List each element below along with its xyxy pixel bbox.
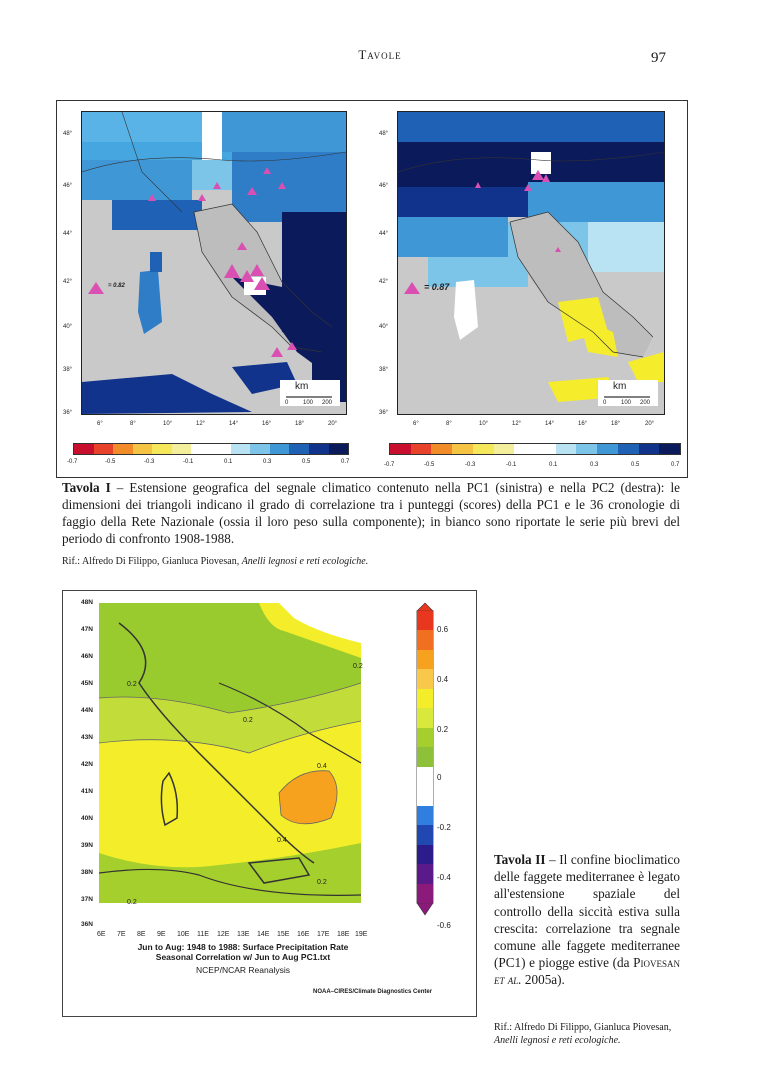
fig2-colorbar-label: 0.2 bbox=[437, 725, 449, 734]
contour-label: 0.2 bbox=[243, 717, 253, 724]
right-lat-40: 40° bbox=[379, 324, 389, 330]
left-map-graphic bbox=[82, 112, 346, 414]
colorbar-swatch bbox=[535, 444, 556, 454]
colorbar-right-label: 0.7 bbox=[671, 462, 680, 468]
right-legend-value: = 0.87 bbox=[424, 282, 450, 292]
caption-2-cite-etal: et al. bbox=[494, 972, 522, 988]
caption-2-text: – Il confine bioclimatico delle faggete mediterranee è legato all'estensione spaziale del controllo della siccità estiva sulla crescita: correlazione tra segnale comune alle faggete mediterranee (PC1) e piogge estive (da bbox=[494, 852, 680, 971]
fig2-lat-37: 37N bbox=[81, 896, 93, 903]
left-km-tick-0: 0 bbox=[285, 400, 289, 406]
figure-2-caption bbox=[494, 851, 680, 989]
figure-2-credit: NOAA–CIRES/Climate Diagnostics Center bbox=[313, 989, 433, 995]
fig2-lon-label: 16E bbox=[297, 931, 310, 938]
colorbar-swatch bbox=[152, 444, 172, 454]
fig2-colorbar-label: 0.4 bbox=[437, 675, 449, 684]
colorbar-right bbox=[389, 443, 681, 455]
caption-2-cite-name: Piovesan bbox=[633, 955, 680, 971]
fig2-lat-40: 40N bbox=[81, 815, 93, 822]
fig2-lat-38: 38N bbox=[81, 869, 93, 876]
right-map bbox=[397, 111, 665, 415]
colorbar-left bbox=[73, 443, 349, 455]
left-lat-38: 38° bbox=[63, 367, 73, 373]
colorbar-swatch bbox=[74, 444, 94, 454]
colorbar-swatch bbox=[417, 708, 433, 727]
colorbar-right-label: 0.1 bbox=[549, 462, 558, 468]
figure-2 bbox=[62, 590, 477, 1017]
colorbar-swatch bbox=[417, 611, 433, 630]
colorbar-swatch bbox=[639, 444, 660, 454]
fig2-lat-47: 47N bbox=[81, 626, 93, 633]
colorbar-left-label: -0.3 bbox=[144, 459, 155, 465]
fig2-lat-41: 41N bbox=[81, 788, 93, 795]
colorbar-left-label: 0.5 bbox=[302, 459, 311, 465]
colorbar-swatch bbox=[417, 806, 433, 825]
colorbar-left-label: 0.7 bbox=[341, 459, 350, 465]
figure-2-title bbox=[93, 942, 393, 975]
right-km-tick-2: 200 bbox=[640, 400, 651, 406]
colorbar-left-label: 0.1 bbox=[224, 459, 233, 465]
left-lat-44: 44° bbox=[63, 231, 73, 237]
colorbar-swatch bbox=[417, 884, 433, 903]
colorbar-swatch bbox=[133, 444, 153, 454]
figure-1 bbox=[56, 100, 688, 478]
right-km-tick-1: 100 bbox=[621, 400, 632, 406]
fig2-lat-44: 44N bbox=[81, 707, 93, 714]
fig2-lat-45: 45N bbox=[81, 680, 93, 687]
fig2-colorbar-label: -0.2 bbox=[437, 823, 451, 832]
right-lon-12: 12° bbox=[512, 421, 522, 427]
colorbar-swatch bbox=[417, 650, 433, 669]
fig2-colorbar-label: 0 bbox=[437, 773, 442, 782]
right-lat-44: 44° bbox=[379, 231, 389, 237]
colorbar-swatch bbox=[113, 444, 133, 454]
fig2-lon-label: 6E bbox=[97, 931, 106, 938]
colorbar-swatch bbox=[411, 444, 432, 454]
colorbar-swatch bbox=[417, 689, 433, 708]
left-km-tick-1: 100 bbox=[303, 400, 314, 406]
colorbar-swatch bbox=[390, 444, 411, 454]
colorbar-swatch bbox=[211, 444, 231, 454]
ref-1-prefix: Rif.: Alfredo Di Filippo, Gianluca Piovesan, bbox=[62, 556, 242, 567]
figure-1-caption bbox=[62, 479, 680, 547]
colorbar-swatch bbox=[514, 444, 535, 454]
colorbar-swatch bbox=[417, 747, 433, 766]
right-map-graphic bbox=[398, 112, 664, 414]
fig2-lon-label: 10E bbox=[177, 931, 190, 938]
contour-label: 0.2 bbox=[127, 899, 137, 906]
left-lat-36: 36° bbox=[63, 410, 73, 416]
colorbar-swatch bbox=[417, 845, 433, 864]
left-km-label: km bbox=[295, 381, 309, 392]
colorbar-right-label: -0.3 bbox=[465, 462, 476, 468]
colorbar-swatch bbox=[417, 864, 433, 883]
figure-2-title-line-1: Jun to Aug: 1948 to 1988: Surface Precipitation Rate bbox=[137, 942, 349, 952]
right-lon-6: 6° bbox=[413, 421, 419, 427]
fig2-lon-label: 18E bbox=[337, 931, 350, 938]
colorbar-swatch bbox=[431, 444, 452, 454]
left-lat-42: 42° bbox=[63, 279, 73, 285]
right-km-label: km bbox=[613, 381, 627, 392]
fig2-colorbar-label: 0.6 bbox=[437, 625, 449, 634]
right-lat-46: 46° bbox=[379, 183, 389, 189]
figure-1-reference bbox=[62, 556, 368, 567]
contour-label: 0.2 bbox=[127, 681, 137, 688]
left-lon-8: 8° bbox=[130, 421, 136, 427]
right-lon-8: 8° bbox=[446, 421, 452, 427]
caption-1-label: Tavola I bbox=[62, 480, 111, 495]
fig2-lon-label: 7E bbox=[117, 931, 126, 938]
colorbar-right-label: 0.3 bbox=[590, 462, 599, 468]
left-lon-14: 14° bbox=[229, 421, 239, 427]
fig2-colorbar-label: -0.4 bbox=[437, 873, 451, 882]
caption-2-label: Tavola II bbox=[494, 852, 546, 867]
colorbar-swatch bbox=[659, 444, 680, 454]
colorbar-swatch bbox=[597, 444, 618, 454]
ref-1-title: Anelli legnosi e reti ecologiche. bbox=[241, 556, 369, 567]
fig2-lat-39: 39N bbox=[81, 842, 93, 849]
colorbar-swatch bbox=[494, 444, 515, 454]
right-lon-16: 16° bbox=[578, 421, 588, 427]
colorbar-swatch bbox=[94, 444, 114, 454]
figure-2-reference bbox=[494, 1021, 680, 1047]
page-number: 97 bbox=[651, 50, 666, 66]
colorbar-swatch bbox=[417, 767, 433, 786]
colorbar-swatch bbox=[473, 444, 494, 454]
colorbar-right-label: -0.1 bbox=[506, 462, 517, 468]
left-map bbox=[81, 111, 347, 415]
left-legend-value: = 0.82 bbox=[108, 283, 125, 289]
right-lat-42: 42° bbox=[379, 279, 389, 285]
caption-2-cite-year: 2005a). bbox=[521, 972, 565, 988]
colorbar-swatch bbox=[417, 825, 433, 844]
colorbar-swatch bbox=[417, 669, 433, 688]
colorbar-swatch bbox=[556, 444, 577, 454]
colorbar-swatch bbox=[250, 444, 270, 454]
fig2-lat-42: 42N bbox=[81, 761, 93, 768]
colorbar-swatch bbox=[417, 630, 433, 649]
running-head: Tavole bbox=[358, 47, 402, 62]
contour-label: 0.4 bbox=[277, 837, 287, 844]
left-lat-46: 46° bbox=[63, 183, 73, 189]
colorbar-right-label: 0.5 bbox=[631, 462, 640, 468]
fig2-lon-label: 14E bbox=[257, 931, 270, 938]
colorbar-swatch bbox=[270, 444, 290, 454]
left-lat-48: 48° bbox=[63, 131, 73, 137]
colorbar-right-label: -0.5 bbox=[424, 462, 435, 468]
fig2-lat-43: 43N bbox=[81, 734, 93, 741]
colorbar-left-label: -0.5 bbox=[105, 459, 116, 465]
colorbar-swatch bbox=[417, 786, 433, 805]
fig2-lon-label: 9E bbox=[157, 931, 166, 938]
colorbar-swatch bbox=[576, 444, 597, 454]
colorbar-left-label: 0.3 bbox=[263, 459, 272, 465]
right-lat-48: 48° bbox=[379, 131, 389, 137]
left-lon-12: 12° bbox=[196, 421, 206, 427]
colorbar-swatch bbox=[289, 444, 309, 454]
fig2-lon-label: 15E bbox=[277, 931, 290, 938]
contour-label: 0.2 bbox=[317, 879, 327, 886]
colorbar-swatch bbox=[309, 444, 329, 454]
colorbar-left-label: -0.1 bbox=[183, 459, 194, 465]
colorbar-swatch bbox=[417, 728, 433, 747]
colorbar-swatch bbox=[452, 444, 473, 454]
left-km-tick-2: 200 bbox=[322, 400, 333, 406]
right-lon-20: 20° bbox=[645, 421, 655, 427]
fig2-lon-label: 19E bbox=[355, 931, 368, 938]
fig2-lon-label: 11E bbox=[197, 931, 209, 938]
figure-2-title-line-2: Seasonal Correlation w/ Jun to Aug PC1.txt bbox=[155, 952, 331, 962]
caption-1-text: – Estensione geografica del segnale climatico contenuto nella PC1 (sinistra) e nella PC2 (destra): le dimensioni dei triangoli indicano il grado di correlazione tra i punteggi (scores) della PC1 e le 36 cronologie di faggio della Rete Nazionale (ossia il loro peso sulla componente); in bianco sono riportate le serie più brevi del periodo di confronto 1908-1988. bbox=[62, 480, 680, 546]
ref-2-prefix: Rif.: Alfredo Di Filippo, Gianluca Piovesan, bbox=[494, 1022, 672, 1033]
colorbar-swatch bbox=[231, 444, 251, 454]
figure-2-colorbar bbox=[417, 611, 433, 903]
right-lon-18: 18° bbox=[611, 421, 621, 427]
colorbar-swatch bbox=[618, 444, 639, 454]
right-lat-36: 36° bbox=[379, 410, 389, 416]
ref-2-title: Anelli legnosi e reti ecologiche. bbox=[494, 1035, 621, 1046]
fig2-lon-label: 8E bbox=[137, 931, 146, 938]
left-lon-10: 10° bbox=[163, 421, 173, 427]
right-km-tick-0: 0 bbox=[603, 400, 607, 406]
colorbar-swatch bbox=[329, 444, 349, 454]
right-lon-14: 14° bbox=[545, 421, 555, 427]
colorbar-left-label: -0.7 bbox=[67, 459, 78, 465]
fig2-lat-46: 46N bbox=[81, 653, 93, 660]
fig2-lat-36: 36N bbox=[81, 921, 93, 928]
fig2-lon-label: 13E bbox=[237, 931, 250, 938]
contour-label: 0.2 bbox=[353, 663, 363, 670]
fig2-colorbar-label: -0.6 bbox=[437, 921, 451, 930]
left-lon-6: 6° bbox=[97, 421, 103, 427]
figure-2-title-line-3: NCEP/NCAR Reanalysis bbox=[196, 965, 290, 975]
left-lon-18: 18° bbox=[295, 421, 305, 427]
fig2-lon-label: 12E bbox=[217, 931, 230, 938]
left-lat-40: 40° bbox=[63, 324, 73, 330]
colorbar-right-label: -0.7 bbox=[384, 462, 395, 468]
fig2-lat-48: 48N bbox=[81, 599, 93, 606]
colorbar-swatch bbox=[191, 444, 211, 454]
right-lon-10: 10° bbox=[479, 421, 489, 427]
colorbar-swatch bbox=[172, 444, 192, 454]
left-lon-16: 16° bbox=[262, 421, 272, 427]
fig2-lon-label: 17E bbox=[317, 931, 330, 938]
left-lon-20: 20° bbox=[328, 421, 338, 427]
right-lat-38: 38° bbox=[379, 367, 389, 373]
contour-label: 0.4 bbox=[317, 763, 327, 770]
